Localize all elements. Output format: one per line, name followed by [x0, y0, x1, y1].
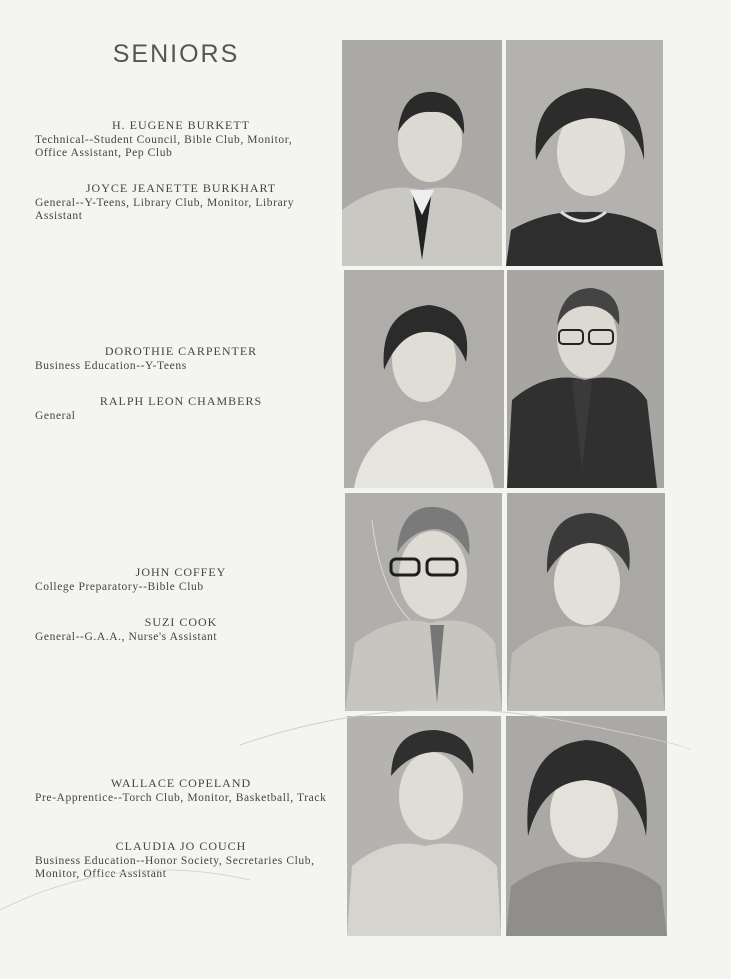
senior-description: Technical--Student Council, Bible Club, Monitor, Office Assistant, Pep Club	[35, 134, 293, 159]
senior-name: JOHN COFFEY	[135, 565, 227, 579]
senior-name: CLAUDIA JO COUCH	[115, 839, 247, 853]
portrait-photo-carpenter	[344, 270, 504, 488]
portrait-photo-couch	[506, 716, 667, 936]
senior-name: H. EUGENE BURKETT	[112, 118, 250, 132]
portrait-photo-burkhart	[506, 40, 663, 266]
senior-description: General	[35, 410, 76, 422]
senior-description: Business Education--Y-Teens	[35, 360, 187, 372]
page-title: SENIORS	[112, 40, 240, 68]
senior-description: Business Education--Honor Society, Secretaries Club, Monitor, Office Assistant	[35, 855, 315, 880]
senior-name: WALLACE COPELAND	[110, 776, 252, 790]
portrait-photo-coffey	[345, 493, 502, 711]
senior-description: Pre-Apprentice--Torch Club, Monitor, Basketball, Track	[35, 792, 327, 804]
senior-description: General--G.A.A., Nurse's Assistant	[35, 631, 218, 643]
senior-entry	[35, 776, 327, 805]
portrait-photo-chambers	[507, 270, 664, 488]
senior-entry	[35, 181, 327, 223]
portrait-photo-copeland	[347, 716, 501, 936]
senior-description: General--Y-Teens, Library Club, Monitor, Library Assistant	[35, 197, 295, 222]
senior-entry	[35, 565, 327, 594]
portrait-photo-cook	[507, 493, 665, 711]
senior-entry	[35, 394, 327, 423]
portrait-photo-burkett	[342, 40, 502, 266]
senior-description: College Preparatory--Bible Club	[35, 581, 204, 593]
senior-entry	[35, 839, 327, 881]
senior-entry	[35, 344, 327, 373]
senior-name: SUZI COOK	[144, 615, 218, 629]
senior-entry	[35, 615, 327, 644]
senior-entry	[35, 118, 327, 160]
senior-name: RALPH LEON CHAMBERS	[99, 394, 263, 408]
senior-name: DOROTHIE CARPENTER	[104, 344, 258, 358]
senior-name: JOYCE JEANETTE BURKHART	[85, 181, 277, 195]
